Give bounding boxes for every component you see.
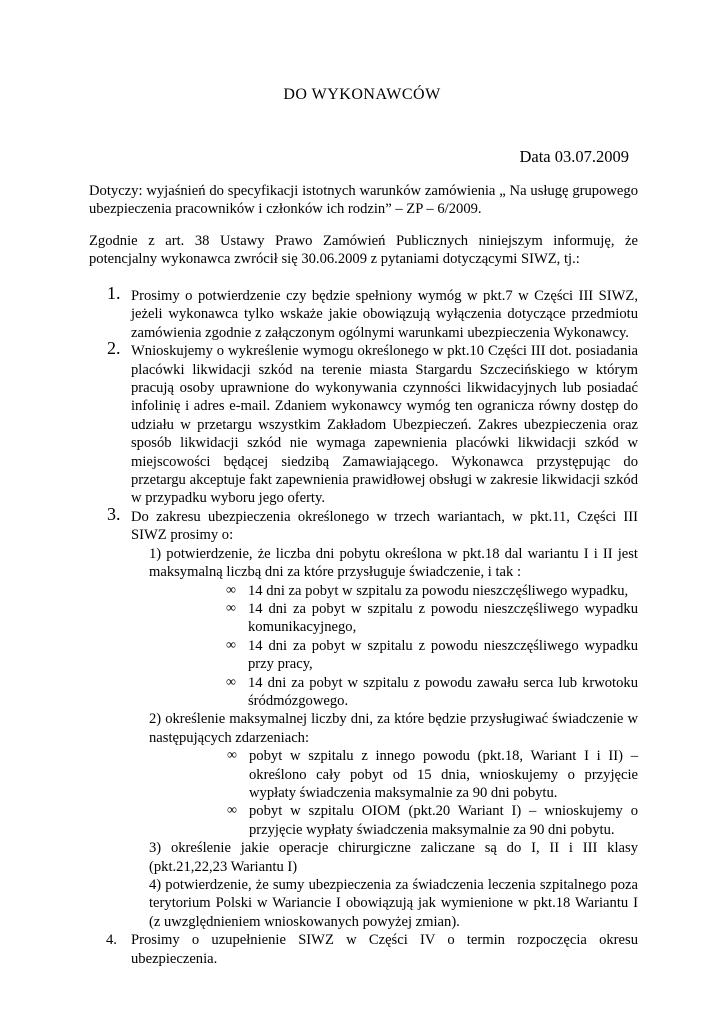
bullet-text: 14 dni za pobyt w szpitalu za powodu nieszczęśliwego wypadku, [248, 582, 629, 599]
bullet-item [226, 637, 638, 674]
list-item-text: Prosimy o potwierdzenie czy będzie spełniony wymóg w pkt.7 w Części III SIWZ, jeżeli wykonawca tylko wskaże jakie obowiązują wyłączenia dotyczące przedmiotu zamówienia zgodnie z załączonym ogólnymi warunkami ubezpieczenia Wykonawcy. [131, 288, 638, 341]
infinity-bullet-icon: ∞ [226, 674, 236, 690]
subpoint-3: 3) określenie jakie operacje chirurgiczne zaliczane są do I, II i III klasy (pkt.21,22,23 Wariantu I) [149, 840, 638, 875]
bullet-item [226, 600, 638, 637]
subject-paragraph: Dotyczy: wyjaśnień do specyfikacji istotnych warunków zamówienia „ Na usługę grupowego ubezpieczenia pracowników i członków ich rodzin” – ZP – 6/2009. [89, 183, 638, 218]
subpoint-1: 1) potwierdzenie, że liczba dni pobytu określona w pkt.18 dal wariantu I i II jest maksymalną liczbą dni za które przysługuje świadczenie, i tak : [149, 545, 638, 581]
infinity-bullet-icon: ∞ [227, 803, 237, 819]
subpoint-4: 4) potwierdzenie, że sumy ubezpieczenia za świadczenia leczenia szpitalnego poza terytorium Polski w Wariancie I obowiązują jak wymienione w pkt.18 Wariantu I (z uwzględnieniem wnioskowanych powyżej zmian). [149, 877, 638, 930]
infinity-bullet-icon: ∞ [226, 637, 236, 653]
document-date: Data 03.07.2009 [519, 147, 629, 166]
bullet-list-2 [227, 747, 638, 839]
list-item [89, 338, 638, 508]
bullet-item [227, 747, 638, 802]
list-item-number: 1. [107, 283, 121, 303]
intro-paragraph: Zgodnie z art. 38 Ustawy Prawo Zamówień Publicznych niniejszym informuję, że potencjalny wykonawca zwrócił się 30.06.2009 z pytaniami dotyczącymi SIWZ, tj.: [89, 233, 638, 268]
list-item [89, 283, 638, 342]
list-item [89, 503, 638, 931]
bullet-text: pobyt w szpitalu OIOM (pkt.20 Wariant I) – wnioskujemy o przyjęcie wypłaty świadczenia maksymalnie za 90 dni pobytu. [249, 803, 638, 838]
questions-list [89, 283, 638, 968]
list-item-number: 2. [107, 338, 121, 359]
infinity-bullet-icon: ∞ [226, 582, 236, 598]
list-item-text: Wnioskujemy o wykreślenie wymogu określonego w pkt.10 Części III dot. posiadania placówki likwidacji szkód na terenie miasta Stargardu Szczecińskiego w którym pracują osoby uprawnione do wykonywania czynności likwidacyjnych lub posiadać infolinię i adres e-mail. Zdaniem wykonawcy wymóg ten ogranicza równy dostęp do udziału w przetargu wszystkim Zakładom Ubezpieczeń. Zakres ubezpieczenia oraz sposób likwidacji szkód nie wymaga zapewnienia placówki likwidacji szkód w miejscowości będącej siedzibą Zamawiającego. Wykonawca przystępując do przetargu akceptuje fakt zapewnienia prawidłowej obsługi w zakresie likwidacji szkód w przypadku wyboru jego oferty. [131, 343, 638, 507]
bullet-item [227, 802, 638, 839]
bullet-text: pobyt w szpitalu z innego powodu (pkt.18, Wariant I i II) – określono cały pobyt od 15 dnia, wnioskujemy o przyjęcie wypłaty świadczenia maksymalnie za 90 dni pobytu. [249, 748, 638, 801]
list-item-number: 4. [106, 932, 117, 949]
list-item-text: Do zakresu ubezpieczenia określonego w trzech wariantach, w pkt.11, Części III SIWZ prosimy o: [131, 508, 638, 544]
infinity-bullet-icon: ∞ [226, 600, 236, 616]
bullet-text: 14 dni za pobyt w szpitalu z powodu zawału serca lub krwotoku śródmózgowego. [248, 674, 638, 709]
subpoint-2: 2) określenie maksymalnej liczby dni, za które będzie przysługiwać świadczenie w następujących zdarzeniach: [149, 711, 638, 746]
list-item [89, 931, 638, 968]
document-title: DO WYKONAWCÓW [283, 86, 441, 103]
bullet-text: 14 dni za pobyt w szpitalu z powodu nieszczęśliwego wypadku komunikacyjnego, [248, 600, 638, 636]
bullet-list-1 [226, 582, 638, 711]
list-item-text: Prosimy o uzupełnienie SIWZ w Części IV o termin rozpoczęcia okresu ubezpieczenia. [131, 932, 638, 967]
bullet-item [226, 674, 638, 711]
list-item-number: 3. [107, 503, 121, 524]
infinity-bullet-icon: ∞ [227, 748, 237, 764]
bullet-item [226, 582, 638, 600]
bullet-text: 14 dni za pobyt w szpitalu z powodu nieszczęśliwego wypadku przy pracy, [248, 637, 638, 673]
